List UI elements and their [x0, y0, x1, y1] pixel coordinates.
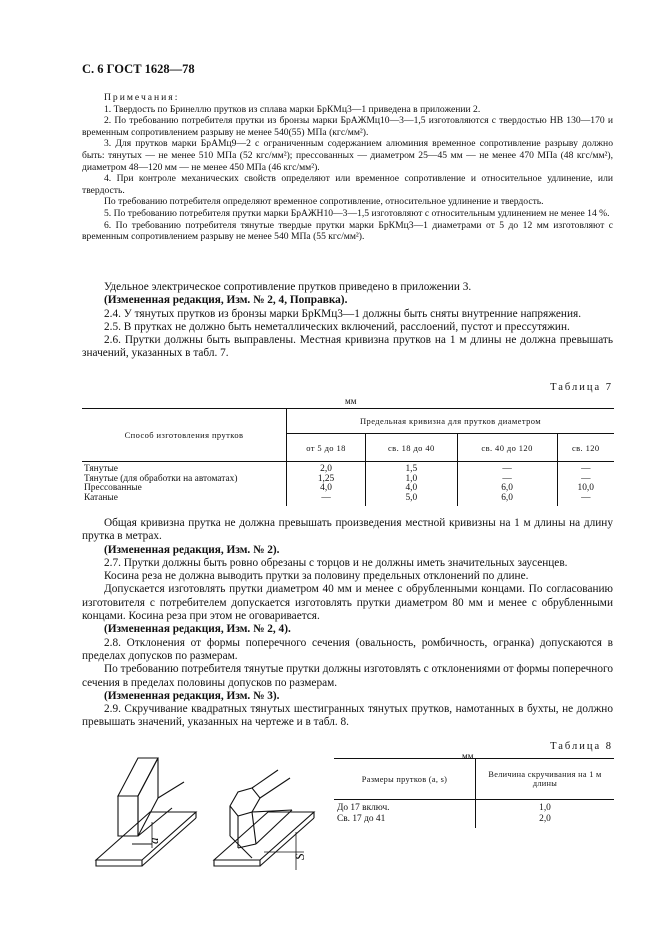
table7-col-header: от 5 до 18 [287, 434, 366, 462]
table7-cell: 1,25 [287, 475, 366, 485]
table-row [334, 814, 614, 829]
revision-note: (Измененная редакция, Изм. № 2). [104, 543, 280, 556]
table7-cell: — [557, 462, 614, 475]
section-2-3-to-2-6 [82, 281, 613, 361]
table8-header-size: Размеры прутков (а, s) [334, 759, 476, 800]
table7-unit: мм [345, 396, 357, 406]
notes-block [82, 92, 613, 243]
table8-header-twist: Величина скручивания на 1 м длины [476, 759, 615, 800]
table7-cell: — [287, 494, 366, 507]
table7-method: Тянутые (для обработки на автоматах) [84, 473, 238, 484]
table7-cell: — [557, 494, 614, 507]
table8-value: 2,0 [539, 813, 551, 824]
paragraph: 2.4. У тянутых прутков из бронзы марки БрКМц3—1 должны быть сняты внутренние напряжения. [104, 307, 582, 320]
table7-col-header: св. 40 до 120 [457, 434, 557, 462]
paragraph: 2.9. Скручивание квадратных тянутых шестигранных тянутых прутков, намотанных в бухты, не должно превышать значений, указанных на чертеже и в табл. 8. [82, 703, 613, 729]
table-row [334, 800, 614, 814]
revision-note: (Измененная редакция, Изм. № 2, 4). [104, 623, 291, 636]
note-item: 5. По требованию потребителя прутки марки БрАЖН10—3—1,5 изготовляют с относительным удлинением не менее 14 %. [104, 207, 610, 219]
table-row [82, 462, 614, 475]
table7-cell: 5,0 [366, 494, 458, 507]
paragraph: 2.6. Прутки должны быть выправлены. Местная кривизна прутков на 1 м длины не должна превышать значений, указанных в табл. 7. [82, 334, 613, 360]
label-a: a [146, 837, 161, 844]
table8-size: Св. 17 до 41 [334, 814, 476, 829]
paragraph: Общая кривизна прутка не должна превышать произведения местной кривизны на 1 м длины на длину прутка в метрах. [82, 517, 613, 543]
paragraph: Допускается изготовлять прутки диаметром 40 мм и менее с обрубленными концами. По согласованию изготовителя с потребителем допускается изготовлять прутки диаметром 80 мм и менее с обрубленными концами. Косина реза при этом не оговаривается. [82, 583, 613, 623]
table8-caption: Таблица 8 [550, 741, 613, 752]
table8-size: До 17 включ. [334, 800, 476, 814]
table8-value: 1,0 [539, 803, 551, 813]
paragraph: 2.7. Прутки должны быть ровно обрезаны с торцов и не должны иметь значительных заусенцев. [104, 556, 568, 569]
table-8 [334, 758, 614, 828]
paragraph: По требованию потребителя тянутые прутки должны изготовлять с отклонениями от формы поперечного сечения в пределах половины допусков по размерам. [82, 663, 613, 689]
table-row [82, 475, 614, 485]
paragraph: 2.5. В прутках не должно быть неметаллических включений, расслоений, пустот и прессутяжин. [104, 320, 570, 333]
table7-method: Катаные [84, 492, 118, 503]
table7-cell: — [457, 475, 557, 485]
table7-cell: 6,0 [457, 484, 557, 494]
note-item: 4. При контроле механических свойств определяют или временное сопротивление и относительное удлинение, или твердость. [82, 173, 613, 196]
table7-method: Тянутые [84, 464, 118, 474]
table7-cell: 4,0 [366, 484, 458, 494]
table7-cell: 6,0 [457, 494, 557, 507]
table7-cell: — [457, 462, 557, 475]
note-item: 6. По требованию потребителя тянутые твердые прутки марки БрКМц3—1 диаметрами от 5 до 12 мм изготовляют с временным сопротивлением разрыву не менее 540 МПа (55 кгс/мм²). [82, 219, 613, 243]
page-header: С. 6 ГОСТ 1628—78 [82, 62, 195, 76]
table7-cell: 1,0 [366, 475, 458, 485]
note-item: 1. Твердость по Бринеллю прутков из сплава марки БрКМц3—1 приведена в приложении 2. [104, 103, 481, 115]
table-row [82, 494, 614, 507]
section-2-7-to-2-9 [82, 517, 613, 730]
paragraph: Удельное электрическое сопротивление прутков приведено в приложении 3. [104, 281, 472, 293]
table-7 [82, 408, 614, 506]
square-bar-plate [96, 812, 196, 860]
table7-cell: 4,0 [287, 484, 366, 494]
square-bar-plate-edge [96, 860, 142, 866]
table7-cell: 1,5 [366, 462, 458, 475]
table7-col-header: св. 18 до 40 [366, 434, 458, 462]
note-item: По требованию потребителя определяют временное сопротивление, относительное удлинение и твердость. [104, 196, 544, 208]
table7-header-method: Способ изготовления прутков [82, 409, 287, 462]
table7-cell: 10,0 [557, 484, 614, 494]
table7-cell: — [557, 475, 614, 485]
note-item: 2. По требованию потребителя прутки из бронзы марки БрАЖМц10—3—1,5 изготовляются с твердостью НВ 130—170 и временным сопротивлением разрыву не менее 540(55) МПа (кгс/мм²). [82, 115, 613, 138]
table7-caption: Таблица 7 [550, 382, 613, 393]
paragraph: 2.8. Отклонения от формы поперечного сечения (овальность, ромбичность, огранка) допускаются в пределах допусков по размерам. [82, 636, 613, 662]
table-row [82, 484, 614, 494]
table8-unit: мм [462, 751, 474, 761]
table7-header-group: Предельная кривизна для прутков диаметром [287, 409, 615, 434]
revision-note: (Измененная редакция, Изм. № 3). [104, 689, 280, 702]
table7-cell: 2,0 [287, 462, 366, 475]
notes-heading: Примечания: [104, 92, 180, 103]
table7-col-header: св. 120 [557, 434, 614, 462]
paragraph: Косина реза не должна выводить прутки за половину предельных отклонений по длине. [104, 570, 529, 583]
table7-method: Прессованные [84, 483, 142, 494]
label-s: S [292, 853, 307, 860]
twist-drawing [92, 748, 322, 878]
note-item: 3. Для прутков марки БрАМц9—2 с ограниченным содержанием алюминия временное сопротивление разрыву должно быть: тянутых — не менее 510 МПа (52 кгс/мм²); прессованных — диаметром 25—45 мм — не менее 470 МПа (48 кгс/мм²), диаметром 48—120 мм — не менее 450 МПа (46 кгс/мм²). [82, 138, 613, 173]
revision-note: (Измененная редакция, Изм. № 2, 4, Поправка). [104, 294, 348, 307]
